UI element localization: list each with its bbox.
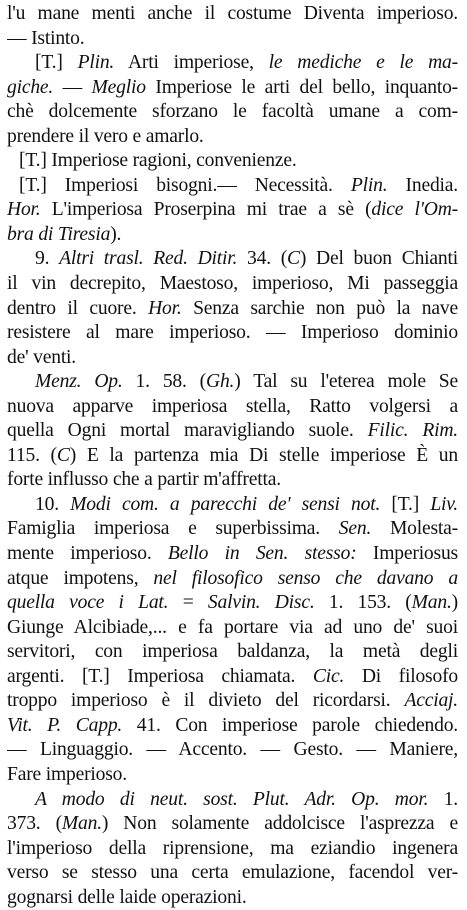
- text-span: argenti. [T.] Imperiosa chiamata.: [7, 665, 313, 687]
- text-line: [7, 321, 458, 346]
- text-span: ) Non solamente addolcisce l'asprezza e: [101, 813, 458, 835]
- italic-text: le mediche e le ma-: [268, 52, 458, 74]
- text-span: Arti imperiose,: [114, 52, 269, 74]
- text-line: [7, 542, 458, 567]
- text-span: Senza sarchie non può la nave: [181, 297, 458, 319]
- text-span: ) Tal su l'eterea mole Se: [234, 371, 458, 393]
- text-line: [7, 812, 458, 837]
- text-line: [7, 125, 458, 150]
- text-span: 10.: [35, 493, 71, 515]
- text-span: 1. 153. (: [314, 592, 412, 614]
- text-line: [7, 738, 458, 763]
- text-span: ).: [110, 223, 122, 245]
- text-span: L'imperiosa Proserpina mi trae a sè (: [40, 199, 372, 221]
- italic-text: quella voce i Lat.: [7, 592, 169, 614]
- text-span: verso se stesso una certa emulazione, facendol ver-: [7, 862, 458, 884]
- text-span: ) Del buon Chianti: [299, 248, 458, 270]
- text-line: [7, 76, 458, 101]
- text-span: ) E la partenza mia Di stelle imperiose È un: [69, 444, 458, 466]
- italic-text: Vit. P. Capp.: [7, 714, 123, 736]
- italic-text: Sen.: [338, 518, 372, 540]
- text-line: [7, 395, 458, 420]
- text-span: troppo imperioso è il divieto del ricordarsi.: [7, 690, 405, 712]
- text-line: [7, 714, 458, 739]
- italic-text: Man.: [61, 813, 102, 835]
- text-span: [T.]: [35, 52, 78, 74]
- text-line: [7, 591, 458, 616]
- italic-text: giche.: [7, 76, 54, 98]
- text-span: [T.] Imperiosi bisogni.— Necessità.: [19, 174, 351, 196]
- text-span: il vin decrepito, Maestoso, imperioso, Mi passeggia: [7, 273, 458, 295]
- text-line: [7, 223, 458, 248]
- italic-text: Hor.: [7, 199, 41, 221]
- text-span: forte influsso che a partir m'affretta.: [7, 469, 281, 491]
- text-span: 1.: [428, 788, 458, 810]
- text-span: 9.: [35, 248, 60, 270]
- text-span: Giunge Alcibiade,... e fa portare via ad uno de' suoi: [7, 616, 458, 638]
- text-span: 1. 58. (: [122, 371, 207, 393]
- text-span: chè dolcemente sforzano le facoltà umane a com-: [7, 101, 458, 123]
- italic-text: Gh.: [206, 371, 235, 393]
- italic-text: Menz. Op.: [35, 371, 123, 393]
- text-line: [7, 370, 458, 395]
- italic-text: Man.: [411, 592, 452, 614]
- italic-text: dice l'Om-: [371, 199, 458, 221]
- text-line: [7, 689, 458, 714]
- italic-text: C: [287, 248, 300, 270]
- italic-text: Plin.: [350, 174, 388, 196]
- italic-text: Hor.: [148, 297, 182, 319]
- italic-text: Meglio: [91, 76, 146, 98]
- text-line: [7, 763, 458, 788]
- text-span: ): [451, 592, 458, 614]
- text-line: [7, 51, 458, 76]
- text-span: quella Ogni mortal maravigliando suole.: [7, 420, 368, 442]
- text-span: — Istinto.: [7, 27, 85, 49]
- text-span: resistere al mare imperioso. — Imperioso dominio: [7, 322, 458, 344]
- text-span: l'u mane menti anche il costume Diventa imperioso.: [7, 3, 458, 24]
- text-span: l'imperioso della riprensione, ma eziandio ingenera: [7, 837, 458, 859]
- text-span: Imperiose le arti del bello, inquanto-: [145, 76, 458, 98]
- italic-text: A modo di neut. sost. Plut. Adr. Op. mor.: [35, 788, 429, 810]
- italic-text: Filic. Rim.: [367, 420, 458, 442]
- text-line: [7, 665, 458, 690]
- text-span: [T.]: [380, 493, 431, 515]
- text-span: =: [168, 592, 208, 614]
- text-line: [7, 886, 458, 910]
- text-span: mente imperioso.: [7, 543, 168, 565]
- text-span: Imperiosus: [356, 543, 458, 565]
- text-line: [7, 640, 458, 665]
- text-line: [7, 468, 458, 493]
- text-line: [7, 444, 458, 469]
- text-span: servitori, con imperiosa baldanza, la metà degli: [7, 641, 458, 663]
- text-line: [7, 616, 458, 641]
- text-line: [7, 567, 458, 592]
- italic-text: nel filosofico senso che davano a: [153, 567, 458, 589]
- text-span: Di filosofo: [344, 665, 458, 687]
- text-span: 34. (: [237, 248, 288, 270]
- text-line: [7, 100, 458, 125]
- text-line: [7, 419, 458, 444]
- text-line: [7, 346, 458, 371]
- text-line: [7, 493, 458, 518]
- text-line: [7, 247, 458, 272]
- text-span: Fare imperioso.: [7, 763, 127, 785]
- text-line: [7, 198, 458, 223]
- text-line: [7, 149, 458, 174]
- text-line: [7, 861, 458, 886]
- text-span: de' venti.: [7, 346, 76, 368]
- italic-text: C: [56, 444, 70, 466]
- text-span: [T.] Imperiose ragioni, convenienze.: [19, 150, 297, 172]
- text-span: 115. (: [7, 444, 57, 466]
- text-span: Molesta-: [371, 518, 458, 540]
- text-span: atque impotens,: [7, 567, 154, 589]
- text-line: [7, 297, 458, 322]
- text-line: [7, 27, 458, 52]
- italic-text: bra di Tiresia: [7, 223, 111, 245]
- text-line: [7, 788, 458, 813]
- text-span: 373. (: [7, 813, 62, 835]
- italic-text: Liv.: [430, 493, 458, 515]
- italic-text: Plin.: [77, 52, 115, 74]
- text-span: dentro il cuore.: [7, 297, 149, 319]
- text-line: [7, 517, 458, 542]
- italic-text: Modi com. a parecchi de' sensi not.: [70, 493, 381, 515]
- text-span: gognarsi delle laide operazioni.: [7, 886, 247, 908]
- italic-text: Cic.: [312, 665, 345, 687]
- text-line: [7, 2, 458, 27]
- italic-text: Acciaj.: [404, 690, 458, 712]
- text-line: [7, 174, 458, 199]
- text-line: [7, 272, 458, 297]
- italic-text: Altri trasl. Red. Ditir.: [59, 248, 238, 270]
- text-span: Inedia.: [387, 174, 458, 196]
- text-span: 41. Con imperiose parole chiedendo.: [122, 714, 458, 736]
- italic-text: Bello in Sen. stesso:: [167, 543, 357, 565]
- text-line: [7, 837, 458, 862]
- text-span: —: [53, 76, 92, 98]
- text-span: Famiglia imperiosa e superbissima.: [7, 518, 339, 540]
- text-span: nuova apparve imperiosa stella, Ratto volgersi a: [7, 395, 458, 417]
- italic-text: Salvin. Disc.: [207, 592, 315, 614]
- text-span: prendere il vero e amarlo.: [7, 125, 204, 147]
- text-span: — Linguaggio. — Accento. — Gesto. — Maniere,: [7, 739, 458, 761]
